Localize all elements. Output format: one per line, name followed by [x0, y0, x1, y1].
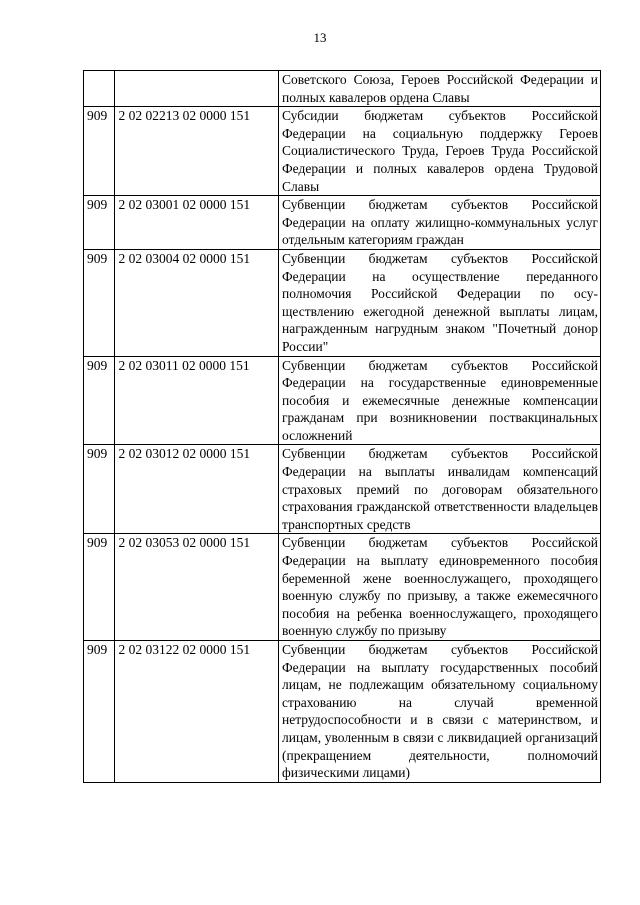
revenue-name-cell: Субвенции бюджетам субъектов Российской Федерации на государственные единовременные пособия и ежемесячные денежные компенсации гражданам при возникновении поствакцинальных осложнений [279, 356, 601, 445]
revenue-name-cell: Субсидии бюджетам субъектов Российской Федерации на социальную поддержку Героев Социалистического Труда, Героев Труда Российской Федерации и полных кавалеров ордена Трудовой Славы [279, 107, 601, 196]
budget-code-cell: 2 02 03012 02 0000 151 [115, 445, 279, 534]
revenue-name-cell: Субвенции бюджетам субъектов Российской Федерации на осуществление переданного полномочия Российской Федерации по осуществлению ежегодной денежной выплаты лицам, награжденным нагрудным знаком "Почетный донор России" [279, 249, 601, 356]
revenue-name-cell: Советского Союза, Героев Российской Федерации и полных кавалеров ордена Славы [279, 71, 601, 107]
revenue-name-cell: Субвенции бюджетам субъектов Российской Федерации на выплаты инвалидам компенсаций страховых премий по договорам обязательного страхования гражданской ответственности владельцев транспортных средств [279, 445, 601, 534]
table-row [84, 445, 601, 534]
budget-code-cell: 2 02 03004 02 0000 151 [115, 249, 279, 356]
budget-code-cell: 2 02 03053 02 0000 151 [115, 534, 279, 641]
table-row [84, 356, 601, 445]
admin-code-cell: 909 [84, 107, 115, 196]
admin-code-cell: 909 [84, 249, 115, 356]
admin-code-cell [84, 71, 115, 107]
budget-code-cell [115, 71, 279, 107]
budget-code-cell: 2 02 03001 02 0000 151 [115, 196, 279, 250]
budget-code-cell: 2 02 02213 02 0000 151 [115, 107, 279, 196]
budget-classification-table [83, 70, 601, 783]
admin-code-cell: 909 [84, 356, 115, 445]
table-row [84, 107, 601, 196]
table-row [84, 71, 601, 107]
revenue-name-cell: Субвенции бюджетам субъектов Российской Федерации на оплату жилищно-коммунальных услуг отдельным категориям граждан [279, 196, 601, 250]
table-row [84, 641, 601, 783]
admin-code-cell: 909 [84, 445, 115, 534]
admin-code-cell: 909 [84, 534, 115, 641]
revenue-name-cell: Субвенции бюджетам субъектов Российской Федерации на выплату государственных пособий лицам, не подлежащим обязательному социальному страхованию на случай временной нетрудоспособности и в связи с материнством, и лицам, уволенным в связи с ликвидацией организаций (прекращением деятельности, полномочий физическими лицами) [279, 641, 601, 783]
table-row [84, 534, 601, 641]
table-row [84, 249, 601, 356]
revenue-name-cell: Субвенции бюджетам субъектов Российской Федерации на выплату единовременного пособия беременной жене военнослужащего, проходящего военную службу по призыву, а также ежемесячного пособия на ребенка военнослужащего, проходящего военную службу по призыву [279, 534, 601, 641]
table-row [84, 196, 601, 250]
admin-code-cell: 909 [84, 641, 115, 783]
page-number: 13 [313, 30, 327, 45]
budget-code-cell: 2 02 03122 02 0000 151 [115, 641, 279, 783]
admin-code-cell: 909 [84, 196, 115, 250]
budget-code-cell: 2 02 03011 02 0000 151 [115, 356, 279, 445]
